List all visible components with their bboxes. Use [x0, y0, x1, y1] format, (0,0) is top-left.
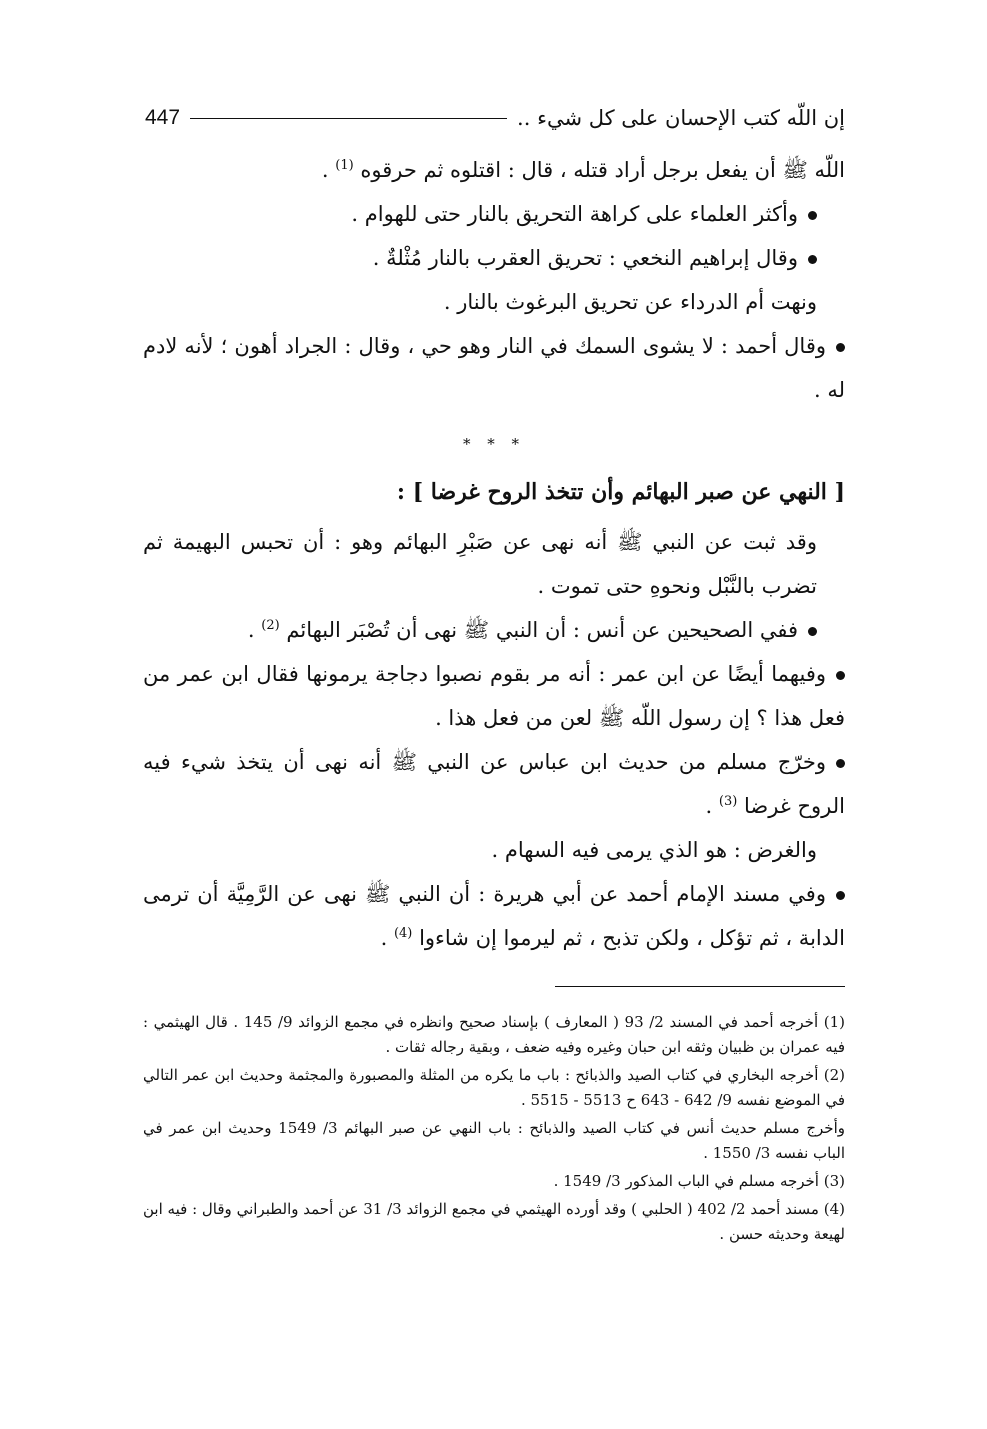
- paragraph-10: والغرض : هو الذي يرمى فيه السهام .: [491, 838, 817, 862]
- paragraph-8: وفيهما أيضًا عن ابن عمر : أنه مر بقوم نصبوا دجاجة يرمونها فقال ابن عمر من فعل هذا ؟ إن رسول اللّه ﷺ لعن من فعل هذا .: [143, 662, 845, 730]
- section-heading: [ النهي عن صبر البهائم وأن تتخذ الروح غرضا ] :: [396, 479, 845, 505]
- footnote-ref-2[interactable]: (2): [261, 618, 280, 633]
- footnote-2: (2) أخرجه البخاري في كتاب الصيد والذبائح : باب ما يكره من المثلة والمصبورة والمجثمة وحديث ابن عمر التالي في الموضع نفسه 9/ 642 - 643 ح 5513 - 5515 .: [143, 1066, 845, 1109]
- header-rule: [190, 118, 507, 119]
- paragraph-1: اللّه ﷺ أن يفعل برجل أراد قتله ، قال : اقتلوه ثم حرقوه $^{(1)}$ .: [321, 158, 845, 182]
- running-header: [145, 100, 845, 136]
- footnote-separator: [555, 986, 845, 987]
- footnote-ref-1[interactable]: (1): [335, 158, 354, 173]
- bullet-icon: [836, 671, 845, 680]
- bullet-icon: [808, 255, 817, 264]
- paragraph-9: وخرّج مسلم من حديث ابن عباس عن النبي ﷺ أنه نهى أن يتخذ شيء فيه الروح غرضا $^{(3)}$ .: [143, 750, 845, 818]
- footnotes: [143, 1010, 845, 1250]
- bullet-icon: [836, 891, 845, 900]
- bullet-icon: [836, 343, 845, 352]
- footnote-ref-3[interactable]: (3): [718, 794, 738, 809]
- footnote-2-continued: وأخرج مسلم حديث أنس في كتاب الصيد والذبائح : باب النهي عن صبر البهائم 3/ 1549 وحديث ابن عمر في الباب نفسه 3/ 1550 .: [143, 1119, 845, 1162]
- paragraph-11: وفي مسند الإمام أحمد عن أبي هريرة : أن النبي ﷺ نهى عن الرَّمِيَّة أن ترمى الدابة ، ثم تؤكل ، ولكن تذبح ، ثم ليرموا إن شاءوا $^{(4)}$ .: [143, 882, 845, 950]
- main-text: [143, 148, 845, 960]
- paragraph-3: وقال إبراهيم النخعي : تحريق العقرب بالنار مُثْلةٌ .: [143, 236, 845, 280]
- paragraph-2: وأكثر العلماء على كراهة التحريق بالنار حتى للهوام .: [143, 192, 845, 236]
- paragraph-5: وقال أحمد : لا يشوى السمك في النار وهو حي ، وقال : الجراد أهون ؛ لأنه لادم له .: [143, 334, 845, 402]
- header-title: إن اللّه كتب الإحسان على كل شيء ..: [517, 106, 845, 130]
- bullet-icon: [836, 759, 845, 768]
- footnote-3: (3) أخرجه مسلم في الباب المذكور 3/ 1549 .: [553, 1172, 845, 1190]
- bullet-icon: [808, 211, 817, 220]
- footnote-ref-4[interactable]: (4): [393, 926, 413, 941]
- paragraph-4: ونهت أم الدرداء عن تحريق البرغوث بالنار .: [443, 290, 817, 314]
- footnote-4: (4) مسند أحمد 2/ 402 ( الحلبي ) وقد أورده الهيثمي في مجمع الزوائد 3/ 31 عن أحمد والطبراني وقال : فيه ابن لهيعة وحديثه حسن .: [143, 1200, 845, 1243]
- paragraph-6: وقد ثبت عن النبي ﷺ أنه نهى عن صَبْرِ البهائم وهو : أن تحبس البهيمة ثم تضرب بالنَّبْل ونحوهِ حتى تموت .: [143, 530, 817, 598]
- section-divider-stars: * * *: [462, 435, 526, 453]
- bullet-icon: [808, 627, 817, 636]
- page-number: 447: [145, 106, 181, 129]
- paragraph-7: ففي الصحيحين عن أنس : أن النبي ﷺ نهى أن تُصْبَر البهائم $^{(2)}$ .: [143, 608, 845, 652]
- footnote-1: (1) أخرجه أحمد في المسند 2/ 93 ( المعارف ) بإسناد صحيح وانظره في مجمع الزوائد 9/ 145 . قال الهيثمي : فيه عمران بن ظبيان وثقه ابن حبان وغيره وفيه ضعف ، وبقية رجاله ثقات .: [143, 1013, 845, 1056]
